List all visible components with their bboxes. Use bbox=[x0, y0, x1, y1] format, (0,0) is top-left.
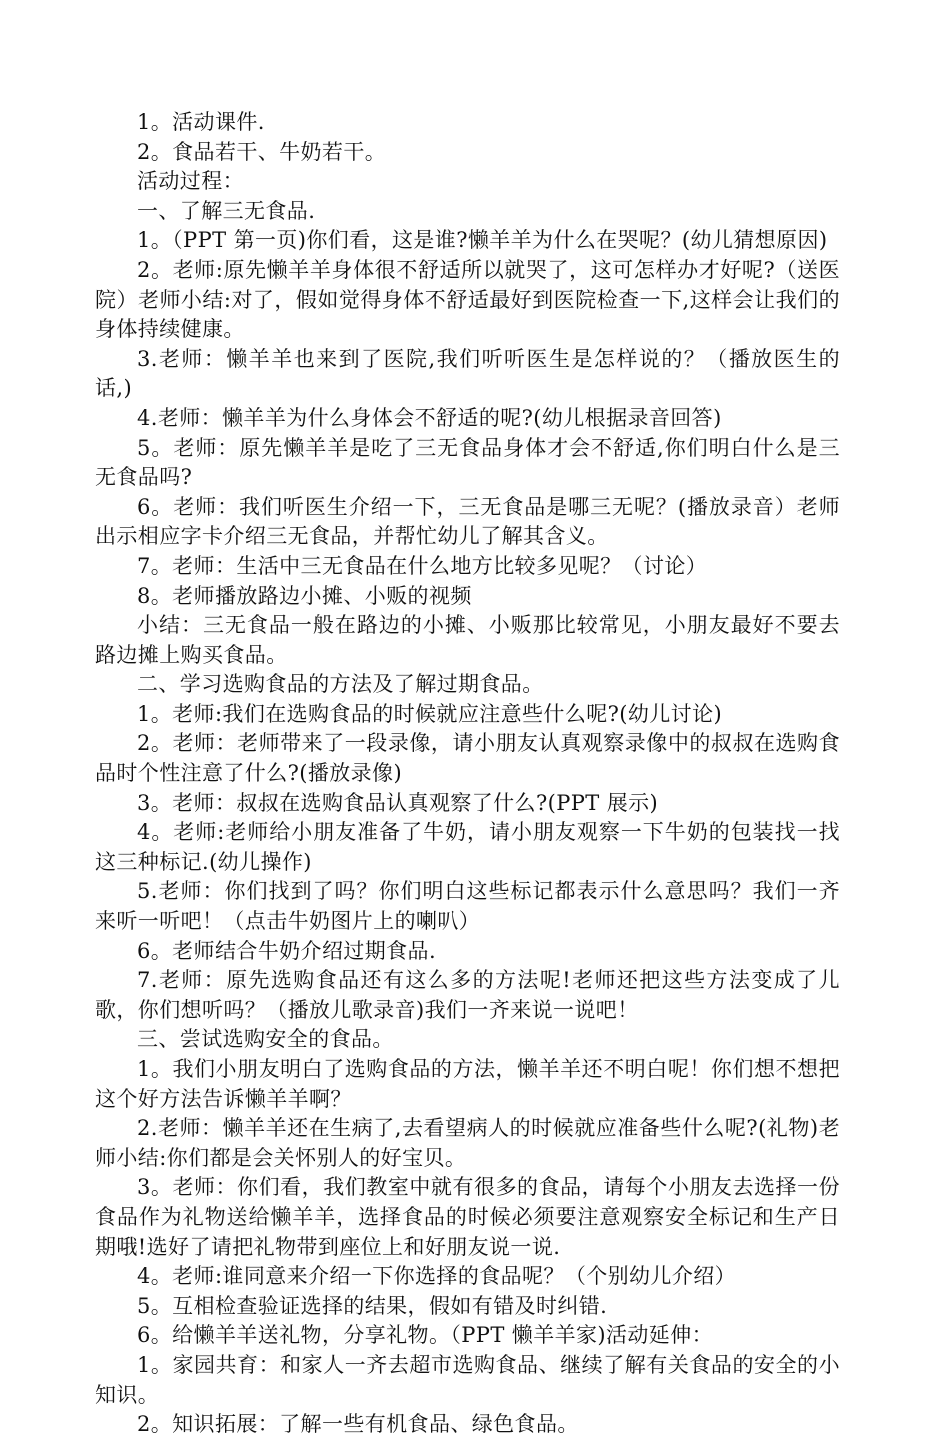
section-label: 活动过程： bbox=[137, 169, 244, 194]
paragraph: 3。老师：叔叔在选购食品认真观察了什么?(PPT 展示) bbox=[137, 790, 659, 815]
paragraph: 2。老师:原先懒羊羊身体很不舒适所以就哭了，这可怎样办才好呢?（送医院）老师小结:对了，假如觉得身体不舒适最好到医院检查一下,这样会让我们的身体持续健康。 bbox=[95, 257, 840, 342]
paragraph: 5.老师：你们找到了吗？你们明白这些标记都表示什么意思吗？我们一齐来听一听吧！（点击牛奶图片上的喇叭） bbox=[95, 879, 840, 934]
paragraph: 7.老师：原先选购食品还有这么多的方法呢!老师还把这些方法变成了儿歌，你们想听吗？（播放儿歌录音)我们一齐来说一说吧！ bbox=[95, 968, 840, 1022]
paragraph: 1。活动课件. bbox=[137, 110, 265, 134]
paragraph: 4.老师：懒羊羊为什么身体会不舒适的呢?(幼儿根据录音回答) bbox=[137, 405, 722, 430]
paragraph: 2.老师：懒羊羊还在生病了,去看望病人的时候就应准备些什么呢?(礼物)老师小结:你们都是会关怀别人的好宝贝。 bbox=[95, 1116, 840, 1170]
paragraph: 3。老师：你们看，我们教室中就有很多的食品，请每个小朋友去选择一份食品作为礼物送给懒羊羊，选择食品的时候必须要注意观察安全标记和生产日期哦!选好了请把礼物带到座位上和好朋友说一说. bbox=[95, 1175, 840, 1259]
paragraph: 5。互相检查验证选择的结果，假如有错及时纠错. bbox=[137, 1293, 608, 1318]
paragraph: 1。（PPT 第一页)你们看，这是谁?懒羊羊为什么在哭呢？(幼儿猜想原因) bbox=[137, 228, 828, 253]
section-heading: 一、了解三无食品. bbox=[137, 198, 316, 223]
paragraph: 6。老师：我们听医生介绍一下，三无食品是哪三无呢？(播放录音）老师出示相应字卡介绍三无食品，并帮忙幼儿了解其含义。 bbox=[95, 494, 840, 549]
section-heading: 二、学习选购食品的方法及了解过期食品。 bbox=[137, 672, 544, 697]
paragraph: 1。我们小朋友明白了选购食品的方法，懒羊羊还不明白呢！你们想不想把这个好方法告诉懒羊羊啊？ bbox=[95, 1057, 840, 1111]
paragraph: 6。老师结合牛奶介绍过期食品. bbox=[137, 938, 437, 963]
paragraph: 3.老师：懒羊羊也来到了医院,我们听听医生是怎样说的？（播放医生的话,) bbox=[95, 346, 840, 401]
paragraph: 4。老师:谁同意来介绍一下你选择的食品呢？（个别幼儿介绍） bbox=[137, 1264, 737, 1289]
paragraph: 7。老师：生活中三无食品在什么地方比较多见呢？（讨论） bbox=[137, 553, 708, 578]
section-heading: 三、尝试选购安全的食品。 bbox=[137, 1027, 394, 1052]
paragraph: 2。知识拓展：了解一些有机食品、绿色食品。 bbox=[137, 1412, 579, 1437]
paragraph: 6。给懒羊羊送礼物，分享礼物。（PPT 懒羊羊家)活动延伸： bbox=[137, 1323, 713, 1348]
document-body bbox=[95, 108, 840, 1440]
paragraph: 1。老师:我们在选购食品的时候就应注意些什么呢?(幼儿讨论) bbox=[137, 701, 723, 726]
paragraph: 8。老师播放路边小摊、小贩的视频 bbox=[137, 583, 472, 608]
paragraph: 2。食品若干、牛奶若干。 bbox=[137, 139, 387, 164]
paragraph: 5。老师：原先懒羊羊是吃了三无食品身体才会不舒适,你们明白什么是三无食品吗? bbox=[95, 435, 840, 490]
paragraph: 1。家园共育：和家人一齐去超市选购食品、继续了解有关食品的安全的小知识。 bbox=[95, 1352, 840, 1407]
paragraph: 2。老师：老师带来了一段录像，请小朋友认真观察录像中的叔叔在选购食品时个性注意了什么?(播放录像) bbox=[95, 731, 840, 786]
summary-paragraph: 小结：三无食品一般在路边的小摊、小贩那比较常见，小朋友最好不要去路边摊上购买食品。 bbox=[95, 613, 840, 667]
paragraph: 4。老师:老师给小朋友准备了牛奶，请小朋友观察一下牛奶的包装找一找这三种标记.(幼儿操作) bbox=[95, 820, 840, 874]
